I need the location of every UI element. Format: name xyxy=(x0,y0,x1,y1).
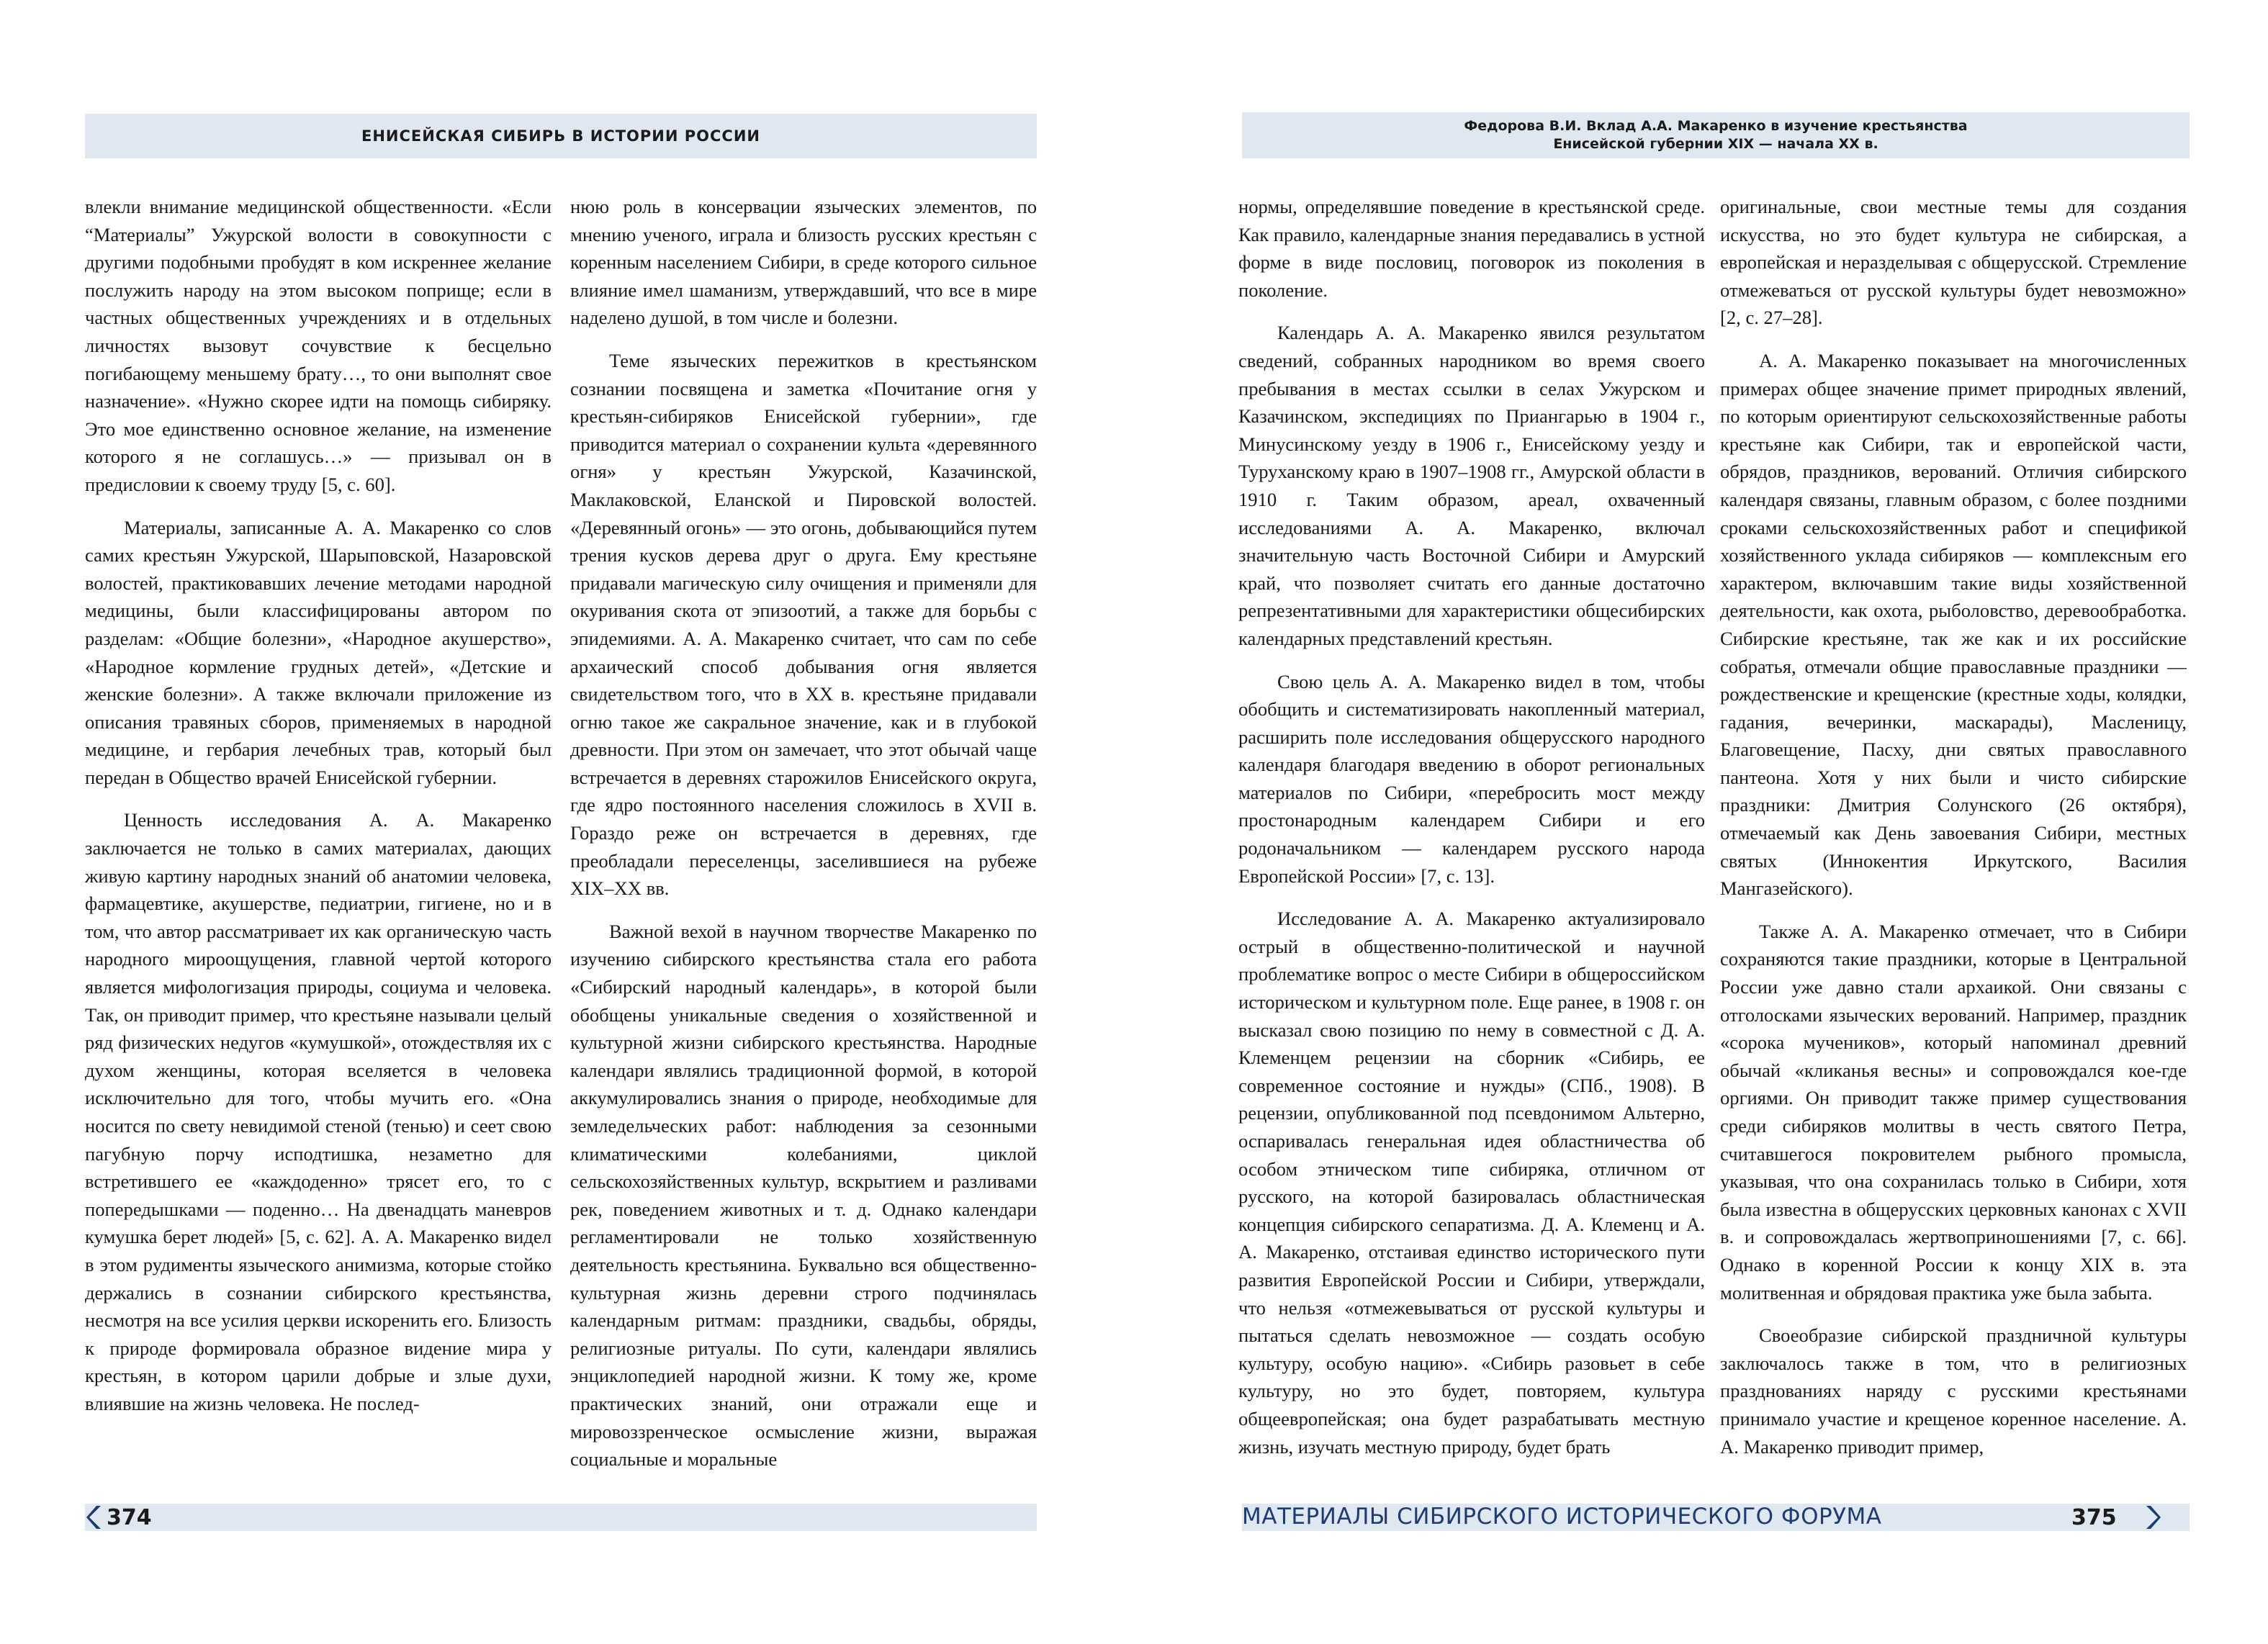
paragraph: нюю роль в консервации языческих элементов, по мнению ученого, играла и близость русских крестьян с коренным населением Сибири, в среде которого сильное влияние имел шаманизм, утверждавший, что все в мире наделено душой, в том числе и болезни. xyxy=(570,196,1037,329)
text-column-1 xyxy=(1238,193,1705,1503)
chevron-right-icon xyxy=(2145,1504,2161,1530)
paragraph: нормы, определявшие поведение в крестьянской среде. Как правило, календарные знания передавались в устной форме в виде пословиц, поговорок из поколения в поколение. xyxy=(1238,196,1705,301)
paragraph: Материалы, записанные А. А. Макаренко со слов самих крестьян Ужурской, Шарыповской, Назаровской волостей, практиковавших лечение методами народной медицины, были классифицированы автором по разделам: «Общие болезни», «Народное акушерство», «Народное кормление грудных детей», «Детские и женские болезни». А также включали приложение из описания травяных сборов, применяемых в народной медицине, и гербария лечебных трав, который был передан в Общество врачей Енисейской губернии. xyxy=(85,516,552,788)
chevron-left-icon xyxy=(86,1504,102,1530)
paragraph: оригинальные, свои местные темы для создания искусства, но это будет культура не сибирская, а европейская и неразделывая с общерусской. Стремление отмежеваться от русской культуры будет невозможно» [2, с. 27–28]. xyxy=(1720,196,2187,329)
text-column-1 xyxy=(85,193,552,1503)
header-article-title: Федорова В.И. Вклад А.А. Макаренко в изучение крестьянства xyxy=(1464,118,1968,134)
running-header xyxy=(1242,112,2190,158)
paragraph: Теме языческих пережитков в крестьянском сознании посвящена и заметка «Почитание огня у крестьян-сибиряков Енисейской губернии», где приводится материал о сохранении культа «деревянного огня» у крестьян Ужурской, Казачинской, Маклаковской, Еланской и Пировской волостей. «Деревянный огонь» — это огонь, добывающийся путем трения кусков дерева друг о друга. Ему крестьяне придавали магическую силу очищения и применяли для окуривания скота от эпизоотий, а также для борьбы с эпидемиями. А. А. Макаренко считает, что сам по себе архаический способ добывания огня является свидетельством того, что в XX в. крестьяне придавали огню такое же сакральное значение, как и в глубокой древности. При этом он замечает, что этот обычай чаще встречается в деревнях старожилов Енисейского округа, где ядро постоянного населения сложилось в XVII в. Гораздо реже он встречается в деревнях, где преобладали переселенцы, заселившиеся на рубеже XIX–XX вв. xyxy=(570,349,1037,900)
paragraph: А. А. Макаренко показывает на многочисленных примерах общее значение примет природных явлений, по которым ориентируют сельскохозяйственные работы крестьяне как Сибири, так и европейской части, обрядов, праздников, верований. Отличия сибирского календаря связаны, главным образом, с более поздними сроками сельскохозяйственных работ и спецификой хозяйственного уклада сибиряков — комплексным его характером, включавшим такие виды хозяйственной деятельности, как охота, рыболовство, деревообработка. Сибирские крестьяне, так же как и их российские собратья, отмечали общие православные праздники — рождественские и крещенские (крестные ходы, колядки, гадания, вечеринки, маскарады), Масленицу, Благовещение, Пасху, дни святых православного пантеона. Хотя у них были и чисто сибирские праздники: Дмитрия Солунского (26 октября), отмечаемый как День завоевания Сибири, местных святых (Иннокентия Иркутского, Василия Мангазейского). xyxy=(1720,349,2187,900)
page-number: 374 xyxy=(107,1504,152,1530)
header-article-subtitle: Енисейской губернии XIX — начала XX в. xyxy=(1553,136,1878,152)
text-column-2 xyxy=(1720,193,2187,1503)
text-column-2 xyxy=(570,193,1037,1503)
footer-band xyxy=(85,1504,1037,1531)
paragraph: Ценность исследования А. А. Макаренко заключается не только в самих материалах, дающих живую картину народных знаний об анатомии человека, фармацевтике, акушерстве, педиатрии, гигиене, но и в том, что автор рассматривает их как органическую часть народного мироощущения, главной чертой которого является мифологизация природы, социума и человека. Так, он приводит пример, что крестьяне называли целый ряд физических недугов «кумушкой», отождествляя их с духом женщины, которая вселяется в человека исключительно для того, чтобы мучить его. «Она носится по свету невидимой стеной (тенью) и сеет свою пагубную порчу исподтишка, незаметно для встретившего ее «каждоденно» трясет его, то с попередышками — поденно… На двенадцать маневров кумушка берет людей» [5, с. 62]. А. А. Макаренко видел в этом рудименты языческого анимизма, которые стойко держались в сознании сибирского крестьянства, несмотря на все усилия церкви искоренить его. Близость к природе формировала образное видение мира у крестьян, в котором царили добрые и злые духи, влиявшие на жизнь человека. Не послед- xyxy=(85,809,552,1414)
paragraph: влекли внимание медицинской общественности. «Если “Материалы” Ужурской волости в совокупности с другими подобными пробудят в ком искреннее желание послужить народу на этом высоком поприще; если в частных общественных учреждениях и в отдельных личностях вызовут сочувствие к бесцельно погибающему меньшему брату…, то они выполнят свое назначение». «Нужно скорее идти на помощь сибиряку. Это мое единственно основное желание, на изменение которого я не соглашусь…» — призывал он в предисловии к своему труду [5, с. 60]. xyxy=(85,196,552,495)
paragraph: Важной вехой в научном творчестве Макаренко по изучению сибирского крестьянства стала его работа «Сибирский народный календарь», в которой были обобщены уникальные сведения о хозяйственной и культурной жизни сибирского крестьянства. Народные календари являлись традиционной формой, в которой аккумулировались знания о природе, необходимые для земледельческих работ: наблюдения за сезонными климатическими колебаниями, циклой сельскохозяйственных культур, вскрытием и разливами рек, поведением животных и т. д. Однако календари регламентировали не только хозяйственную деятельность крестьянина. Буквально вся общественно-культурная жизнь деревни строго подчинялась календарным ритмам: праздники, свадьбы, обряды, религиозные ритуалы. По сути, календари являлись энциклопедией народной жизни. К тому же, кроме практических знаний, они отражали еще и мировоззренческое осмысление жизни, выражая социальные и моральные xyxy=(570,920,1037,1471)
paragraph: Своеобразие сибирской праздничной культуры заключалось также в том, что в религиозных празднованиях наряду с русскими крестьянами принимало участие и крещеное коренное население. А. А. Макаренко приводит пример, xyxy=(1720,1324,2187,1458)
paragraph: Исследование А. А. Макаренко актуализировало острый в общественно-политической и научной проблематике вопрос о месте Сибири в общероссийском историческом и культурном поле. Еще ранее, в 1908 г. он высказал свою позицию по нему в совместной с Д. А. Клеменцем рецензии на сборник «Сибирь, ее современное состояние и нужды» (СПб., 1908). В рецензии, опубликованной под псевдонимом Альтерно, оспаривалась генеральная идея областничества об особом этническом типе сибиряка, отличном от русского, на которой базировалась областническая концепция сибирского сепаратизма. Д. А. Клеменц и А. А. Макаренко, отстаивая единство исторического пути развития Европейской России и Сибири, утверждали, что нельзя «отмежевываться от русской культуры и пытаться сделать невозможное — создать особую культуру, особую нацию». «Сибирь разовьет в себе культуру, но это будет, повторяем, культура общеевропейская; она будет разрабатывать местную жизнь, изучать местную природу, будет брать xyxy=(1238,908,1705,1458)
paragraph: Календарь А. А. Макаренко явился результатом сведений, собранных народником во время своего пребывания в местах ссылки в селах Ужурском и Казачинском, экспедициях по Приангарью в 1904 г., Минусинскому уезду в 1906 г., Енисейскому уезду и Туруханскому краю в 1907–1908 гг., Амурской области в 1910 г. Таким образом, ареал, охваченный исследованиями А. А. Макаренко, включал значительную часть Восточной Сибири и Амурский край, что позволяет считать его данные достаточно репрезентативными для характеристики общесибирских календарных представлений крестьян. xyxy=(1238,322,1705,649)
header-title: ЕНИСЕЙСКАЯ СИБИРЬ В ИСТОРИИ РОССИИ xyxy=(361,127,760,145)
footer-forum-title: МАТЕРИАЛЫ СИБИРСКОГО ИСТОРИЧЕСКОГО ФОРУМА xyxy=(1242,1504,1882,1530)
paragraph: Свою цель А. А. Макаренко видел в том, чтобы обобщить и систематизировать накопленный материал, расширить поле исследования общерусского народного календаря благодаря введению в оборот региональных материалов по Сибири, «перебросить мост между простонародным календарем Сибири и его родоначальником — календарем русского народа Европейской России» [7, с. 13]. xyxy=(1238,670,1705,887)
page-number: 375 xyxy=(2071,1504,2117,1530)
right-page xyxy=(1134,0,2268,1644)
paragraph: Также А. А. Макаренко отмечает, что в Сибири сохраняются такие праздники, которые в Центральной России уже давно стали архаикой. Они связаны с отголосками языческих верований. Например, праздник «сорока мучеников», который напоминал древний обычай «кликанья весны» и сопровождался кое-где оргиями. Он приводит также пример существования среди сибиряков молитвы в честь святого Петра, считавшегося покровителем рыбного промысла, указывая, что она сохранилась только в Сибири, хотя была известна в общерусских церковных канонах с XVII в. и сопровождалась жертвоприношениями [7, с. 66]. Однако в коренной России к концу XIX в. эта молитвенная и обрядовая практика уже была забыта. xyxy=(1720,920,2187,1304)
running-header xyxy=(85,114,1037,158)
